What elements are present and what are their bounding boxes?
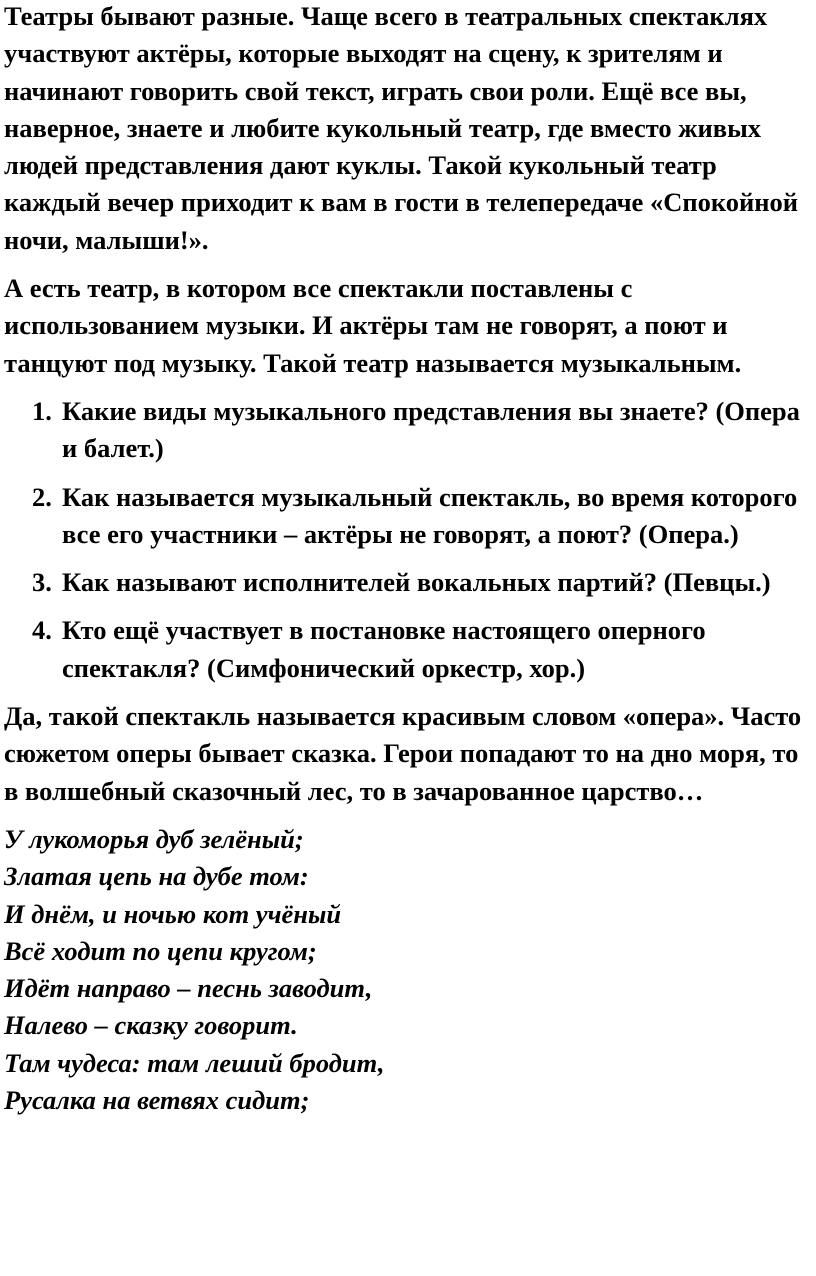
- poem-line: Всё ходит по цепи кругом;: [4, 935, 317, 966]
- document-page: [4, 0, 812, 1119]
- list-item: [4, 612, 812, 687]
- list-item-number: 1.: [32, 395, 52, 426]
- list-item-text: Как называется музыкальный спектакль, во время которого все его участники – актёры не говорят, а поют? (Опера.): [62, 481, 798, 549]
- music-theatre-paragraph: А есть театр, в котором все спектакли поставлены с использованием музыки. И актёры там не говорят, а поют и танцуют под музыку. Такой театр называется музыкальным.: [4, 273, 742, 378]
- list-item: [4, 479, 812, 554]
- poem-line: У лукоморья дуб зелёный;: [4, 823, 304, 854]
- list-item-number: 2.: [32, 481, 52, 512]
- questions-list: [4, 393, 812, 687]
- poem-line: Налево – сказку говорит.: [4, 1010, 298, 1041]
- list-item: [4, 564, 812, 601]
- poem-line: Идёт направо – песнь заводит,: [4, 973, 373, 1004]
- list-item: [4, 393, 812, 468]
- list-item-text: Как называют исполнителей вокальных партий? (Певцы.): [62, 567, 771, 598]
- list-item-number: 4.: [32, 615, 52, 646]
- poem-line: И днём, и ночью кот учёный: [4, 898, 342, 929]
- poem-line: Там чудеса: там леший бродит,: [4, 1047, 385, 1078]
- poem-line: Златая цепь на дубе том:: [4, 861, 309, 892]
- list-item-text: Кто ещё участвует в постановке настоящего оперного спектакля? (Симфонический оркестр, хор.): [62, 615, 706, 683]
- intro-paragraph: Театры бывают разные. Чаще всего в театральных спектаклях участвуют актёры, которые выходят на сцену, к зрителям и начинают говорить свой текст, играть свои роли. Ещё все вы, наверное, знаете и любите кукольный театр, где вместо живых людей представления дают куклы. Такой кукольный театр каждый вечер приходит к вам в гости в телепередаче «Спокойной ночи, малыши!».: [4, 1, 799, 255]
- poem-line: Русалка на ветвях сидит;: [4, 1085, 310, 1116]
- list-item-text: Какие виды музыкального представления вы знаете? (Опера и балет.): [62, 395, 800, 464]
- poem: [4, 821, 812, 1119]
- opera-paragraph: Да, такой спектакль называется красивым словом «опера». Часто сюжетом оперы бывает сказка. Герои попадают то на дно моря, то в волшебный сказочный лес, то в зачарованное царство…: [4, 701, 802, 806]
- list-item-number: 3.: [32, 567, 52, 598]
